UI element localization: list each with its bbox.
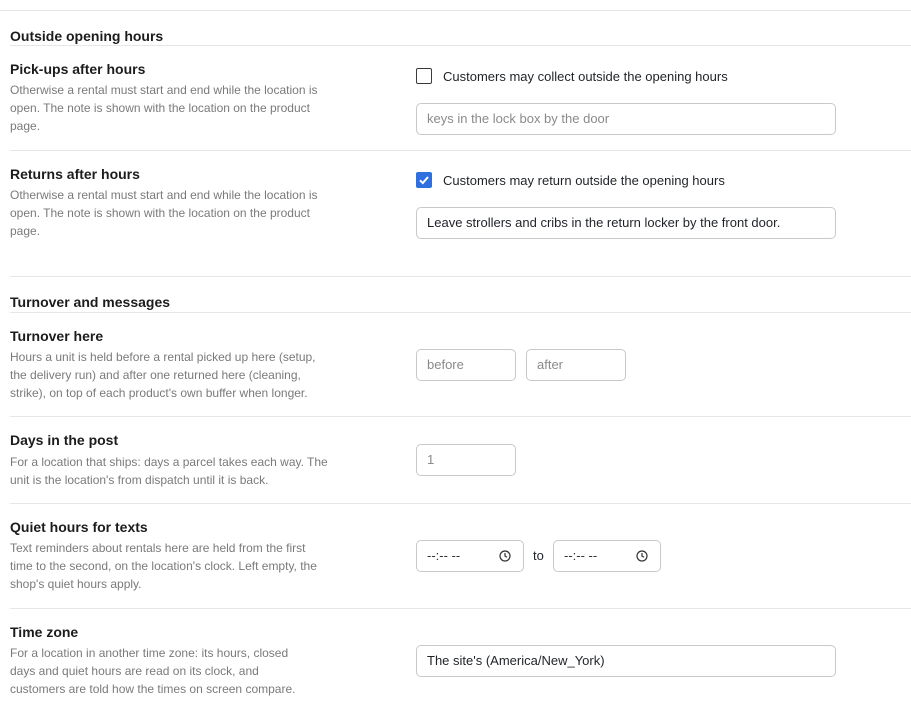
- divider: [10, 150, 911, 151]
- returns-checkbox[interactable]: [416, 172, 432, 188]
- divider: [0, 10, 911, 11]
- divider: [10, 45, 911, 46]
- divider: [10, 416, 911, 417]
- pickups-note-placeholder: keys in the lock box by the door: [427, 111, 610, 126]
- divider: [10, 312, 911, 313]
- after-placeholder: after: [537, 357, 564, 372]
- quiet-from-value: --:-- --: [427, 548, 461, 563]
- days-in-post-description: For a location that ships: days a parcel takes each way. The unit is the location's from dispatch until it is back.: [10, 455, 328, 487]
- pickups-description: Otherwise a rental must start and end while the location is open. The note is shown with the location on the product page.: [10, 83, 318, 133]
- clock-icon[interactable]: [636, 550, 648, 562]
- divider: [10, 503, 911, 504]
- pickups-title: Pick-ups after hours: [10, 61, 146, 77]
- pickups-checkbox-label[interactable]: Customers may collect outside the opening hours: [443, 69, 728, 84]
- days-in-post-input[interactable]: [416, 444, 516, 476]
- quiet-hours-description: Text reminders about rentals here are held from the first time to the second, on the location's clock. Left empty, the shop's quiet hours apply.: [10, 541, 317, 591]
- quiet-to-value: --:-- --: [564, 548, 598, 563]
- days-in-post-title: Days in the post: [10, 432, 119, 448]
- turnover-after-input[interactable]: [526, 349, 626, 381]
- pickups-note-input[interactable]: [416, 103, 836, 135]
- clock-icon[interactable]: [499, 550, 511, 562]
- quiet-hours-to-input[interactable]: [553, 540, 661, 572]
- turnover-here-title: Turnover here: [10, 328, 104, 344]
- turnover-here-description: Hours a unit is held before a rental picked up here (setup, the delivery run) and after one returned here (cleaning, strike), on top of each product's own buffer when longer.: [10, 350, 316, 400]
- returns-note-input[interactable]: [416, 207, 836, 239]
- turnover-before-input[interactable]: [416, 349, 516, 381]
- pickups-checkbox[interactable]: [416, 68, 432, 84]
- section-title-outside-hours: Outside opening hours: [10, 28, 164, 44]
- quiet-hours-title: Quiet hours for texts: [10, 519, 148, 535]
- time-zone-selected-value: The site's (America/New_York): [427, 653, 605, 668]
- quiet-hours-from-input[interactable]: [416, 540, 524, 572]
- time-zone-description: For a location in another time zone: its hours, closed days and quiet hours are read on its clock, and customers are told how the times on screen compare.: [10, 646, 296, 696]
- checkmark-icon: [418, 174, 430, 186]
- days-placeholder: 1: [427, 452, 435, 467]
- returns-title: Returns after hours: [10, 166, 140, 182]
- divider: [10, 608, 911, 609]
- time-zone-title: Time zone: [10, 624, 79, 640]
- section-title-turnover: Turnover and messages: [10, 294, 171, 310]
- time-zone-select[interactable]: [416, 645, 836, 677]
- returns-description: Otherwise a rental must start and end while the location is open. The note is shown with the location on the product page.: [10, 188, 318, 238]
- before-placeholder: before: [427, 357, 464, 372]
- quiet-hours-to-label: to: [533, 548, 544, 563]
- returns-checkbox-label[interactable]: Customers may return outside the opening hours: [443, 173, 725, 188]
- divider: [10, 276, 911, 277]
- returns-note-value: Leave strollers and cribs in the return locker by the front door.: [427, 215, 781, 230]
